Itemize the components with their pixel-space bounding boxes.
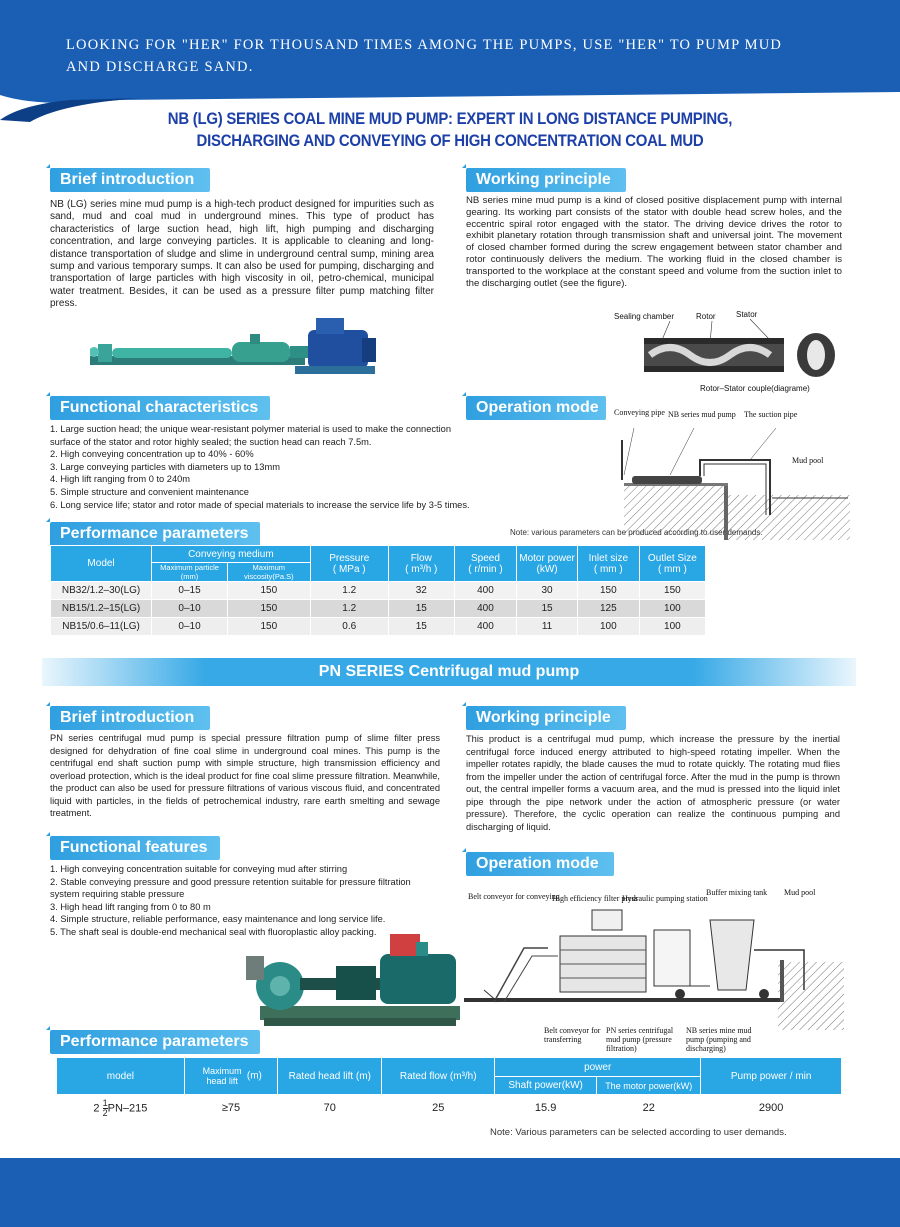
- footer-band: [0, 1158, 900, 1227]
- op-label-hydraulic: Hydraulic pumping station: [622, 894, 708, 903]
- col-shaft-power: Shaft power(kW): [495, 1077, 597, 1095]
- nb-functional-list: [50, 423, 470, 511]
- pn-section-band: PN SERIES Centrifugal mud pump: [42, 658, 856, 686]
- pn-performance-note: Note: Various parameters can be selected according to user demands.: [490, 1127, 787, 1138]
- list-item: 3. Large conveying particles with diameters up to 13mm: [50, 461, 280, 472]
- nb-performance-note: Note: various parameters can be produced according to user demands.: [510, 528, 763, 537]
- nb-working-text: NB series mine mud pump is a kind of closed positive displacement pump with internal gearing. Its working part consists of the stator with double head screw holes, and the eccentric spiral rotor engaged with the stator. The driving device drives the rotor to exhibit planetary rotation through transmission shaft and universal joint. The movement of closed chamber formed during the screw engagement between stator chamber and rotor continuously delivers the medium. The working fluid in the closed chamber is transported to the workplace at the constant speed and volume from the suction inlet to the discharging outlet (see the figure).: [466, 195, 842, 289]
- nb-brief-heading: Brief introduction: [50, 168, 210, 192]
- diagram-caption: Rotor–Stator couple(diagrame): [700, 384, 810, 393]
- nb-pump-image: [90, 312, 380, 384]
- col-the-motor-power: The motor power(kW): [597, 1077, 701, 1095]
- op-label-pn-pump: PN series centrifugal mud pump (pressure filtration): [606, 1026, 674, 1053]
- pn-pump-image: [240, 926, 470, 1030]
- table-row: 2 $\frac{1}{2}$ PN–215 ≥75 70 25 15.9 22 2900: [57, 1095, 842, 1122]
- col-power: power: [495, 1058, 701, 1077]
- table-row: NB32/1.2–30(LG) 0–15 150 1.2 32 400 30 150 150: [51, 582, 706, 600]
- pn-features-heading: Functional features: [50, 836, 220, 860]
- col-max-particle: Maximum particle (mm): [152, 563, 228, 582]
- rotor-stator-diagram: [640, 318, 840, 392]
- col-max-viscosity: Maximum viscosity(Pa.S): [227, 563, 310, 582]
- nb-performance-heading: Performance parameters: [50, 522, 260, 546]
- col-motor-power: Motor power (kW): [517, 546, 578, 582]
- op-label-buffer-tank: Buffer mixing tank: [706, 888, 768, 897]
- title-line-2: DISCHARGING AND CONVEYING OF HIGH CONCENTRATION COAL MUD: [196, 131, 704, 150]
- nb-functional-heading: Functional characteristics: [50, 396, 270, 420]
- op-label-belt-transfer: Belt conveyor for transferring: [544, 1026, 601, 1044]
- op-label-nb-pump: NB series mud pump: [668, 410, 736, 419]
- banner-slogan: [66, 34, 866, 78]
- list-item: 6. Long service life; stator and rotor made of special materials to increase the service life by 3-5 times.: [50, 499, 470, 510]
- op-label-filter-press: High efficiency filter press: [552, 894, 638, 903]
- col-pump-power: Pump power / min: [701, 1058, 842, 1095]
- col-flow: Flow ( m³/h ): [388, 546, 454, 582]
- op-label-conveying-pipe: Conveying pipe: [614, 408, 665, 417]
- col-model: Model: [51, 546, 152, 582]
- col-pressure: Pressure ( MPa ): [310, 546, 388, 582]
- table-row: NB15/0.6–11(LG) 0–10 150 0.6 15 400 11 100 100: [51, 618, 706, 636]
- pn-brief-text: PN series centrifugal mud pump is special pressure filtration pump of slime filter press designed for dehydration of fine coal slime in underground coal mines. This pump is the centrifugal end shaft suction pump with simple structure, high transmission efficiency and overload protection, which is the ideal product for fine coal slime pressure filtration. Meanwhile, the product can also be used for pressure filtrations of various viscous fluid, and concentrated liquid with particles, in the fields of petrochemical industry, rare earth smelting and sewage treatment.: [50, 733, 440, 818]
- nb-brief-text: NB (LG) series mine mud pump is a high-tech product designed for impurities such as sand, mud and coal mud in underground mines. This type of product has characteristics of large suction head, high lift, high pumping and discharging concentration, and large conveying particles. It is applicable to cleaning and long-distance transportation of sludge and slime in underground central sump, mining area sump and various temporary sumps. It can also be used for pumping, discharging and transportation of large particles with high viscosity in oil, petro-chemical, municipal water treatment. Besides, it can be used as a pressure filter pump matching filter press.: [50, 199, 434, 310]
- col-speed: Speed ( r/min ): [454, 546, 517, 582]
- list-item: 5. The shaft seal is double-end mechanical seal with fluoroplastic alloy packing.: [50, 926, 377, 937]
- op-label-belt-conveying: Belt conveyor for conveying: [468, 892, 560, 901]
- col-max-head: Maximum head lift (m): [184, 1058, 277, 1095]
- pn-model-cell: 2 $\frac{1}{2}$ PN–215: [57, 1095, 185, 1122]
- pn-working-heading: Working principle: [466, 706, 626, 730]
- pn-performance-table: [56, 1057, 842, 1122]
- pn-working-text: This product is a centrifugal mud pump, which increase the pressure by the inertial centrifugal force induced energy attributed to high-speed rotating impeller. When the impeller rotates rapidly, the blade causes the mud to rotate quickly. The rotating mud flies from the impeller under the action of centrifugal force. After the mud in the pump is thrown out, the central impeller forms a vacuum area, and the mud is pressed into the liquid inlet pipe through the pipe network under the action of atmospheric pressure (or water pressure). Therefore, the cyclic operation can realize the continuous pumping and discharging of liquid.: [466, 734, 840, 832]
- list-item: 2. Stable conveying pressure and good pressure retention suitable for pressure filtration system requiring stable pressure: [50, 876, 411, 900]
- list-item: 1. High conveying concentration suitable for conveying mud after stirring: [50, 864, 348, 874]
- col-rated-head: Rated head lift (m): [278, 1058, 382, 1095]
- title-line-1: NB (LG) SERIES COAL MINE MUD PUMP: EXPERT IN LONG DISTANCE PUMPING,: [167, 109, 733, 128]
- banner-line-1: LOOKING FOR "HER" FOR THOUSAND TIMES AMONG THE PUMPS, USE "HER" TO PUMP MUD: [66, 37, 783, 53]
- nb-operation-heading: Operation mode: [466, 396, 606, 420]
- pn-operation-heading: Operation mode: [466, 852, 614, 876]
- list-item: 4. High lift ranging from 0 to 240m: [50, 474, 191, 485]
- table-row: NB15/1.2–15(LG) 0–10 150 1.2 15 400 15 125 100: [51, 600, 706, 618]
- list-item: 2. High conveying concentration up to 40% - 60%: [50, 449, 254, 460]
- op-label-mud-pool: Mud pool: [792, 456, 824, 465]
- col-conveying-medium: Conveying medium: [152, 546, 311, 563]
- pn-operation-diagram: [464, 890, 844, 1030]
- col-outlet-size: Outlet Size ( mm ): [639, 546, 705, 582]
- nb-performance-table: [50, 545, 706, 636]
- op-label-pn-mud-pool: Mud pool: [784, 888, 816, 897]
- list-item: 4. Simple structure, reliable performance, easy maintenance and long service life.: [50, 914, 386, 925]
- page-title: [133, 108, 767, 152]
- op-label-suction-pipe: The suction pipe: [744, 410, 798, 419]
- pn-performance-heading: Performance parameters: [50, 1030, 260, 1054]
- col-rated-flow: Rated flow (m³/h): [382, 1058, 495, 1095]
- col-inlet-size: Inlet size ( mm ): [577, 546, 639, 582]
- list-item: 1. Large suction head; the unique wear-resistant polymer material is used to make the connection surface of the stator and rotor highly sealed; the suction head can reach 7.5m.: [50, 424, 452, 447]
- pn-brief-heading: Brief introduction: [50, 706, 210, 730]
- col-pn-model: model: [57, 1058, 185, 1095]
- diagram-label-rotor: Rotor: [696, 312, 716, 321]
- diagram-label-stator: Stator: [736, 310, 758, 319]
- banner-line-2: AND DISCHARGE SAND.: [66, 59, 254, 75]
- nb-operation-diagram: [610, 420, 850, 540]
- list-item: 5. Simple structure and convenient maintenance: [50, 486, 249, 497]
- list-item: 3. High head lift ranging from 0 to 80 m: [50, 901, 211, 912]
- diagram-label-sealing: Sealing chamber: [614, 312, 675, 321]
- op-label-nb-mine-pump: NB series mine mud pump (pumping and discharging): [686, 1026, 752, 1053]
- nb-working-heading: Working principle: [466, 168, 626, 192]
